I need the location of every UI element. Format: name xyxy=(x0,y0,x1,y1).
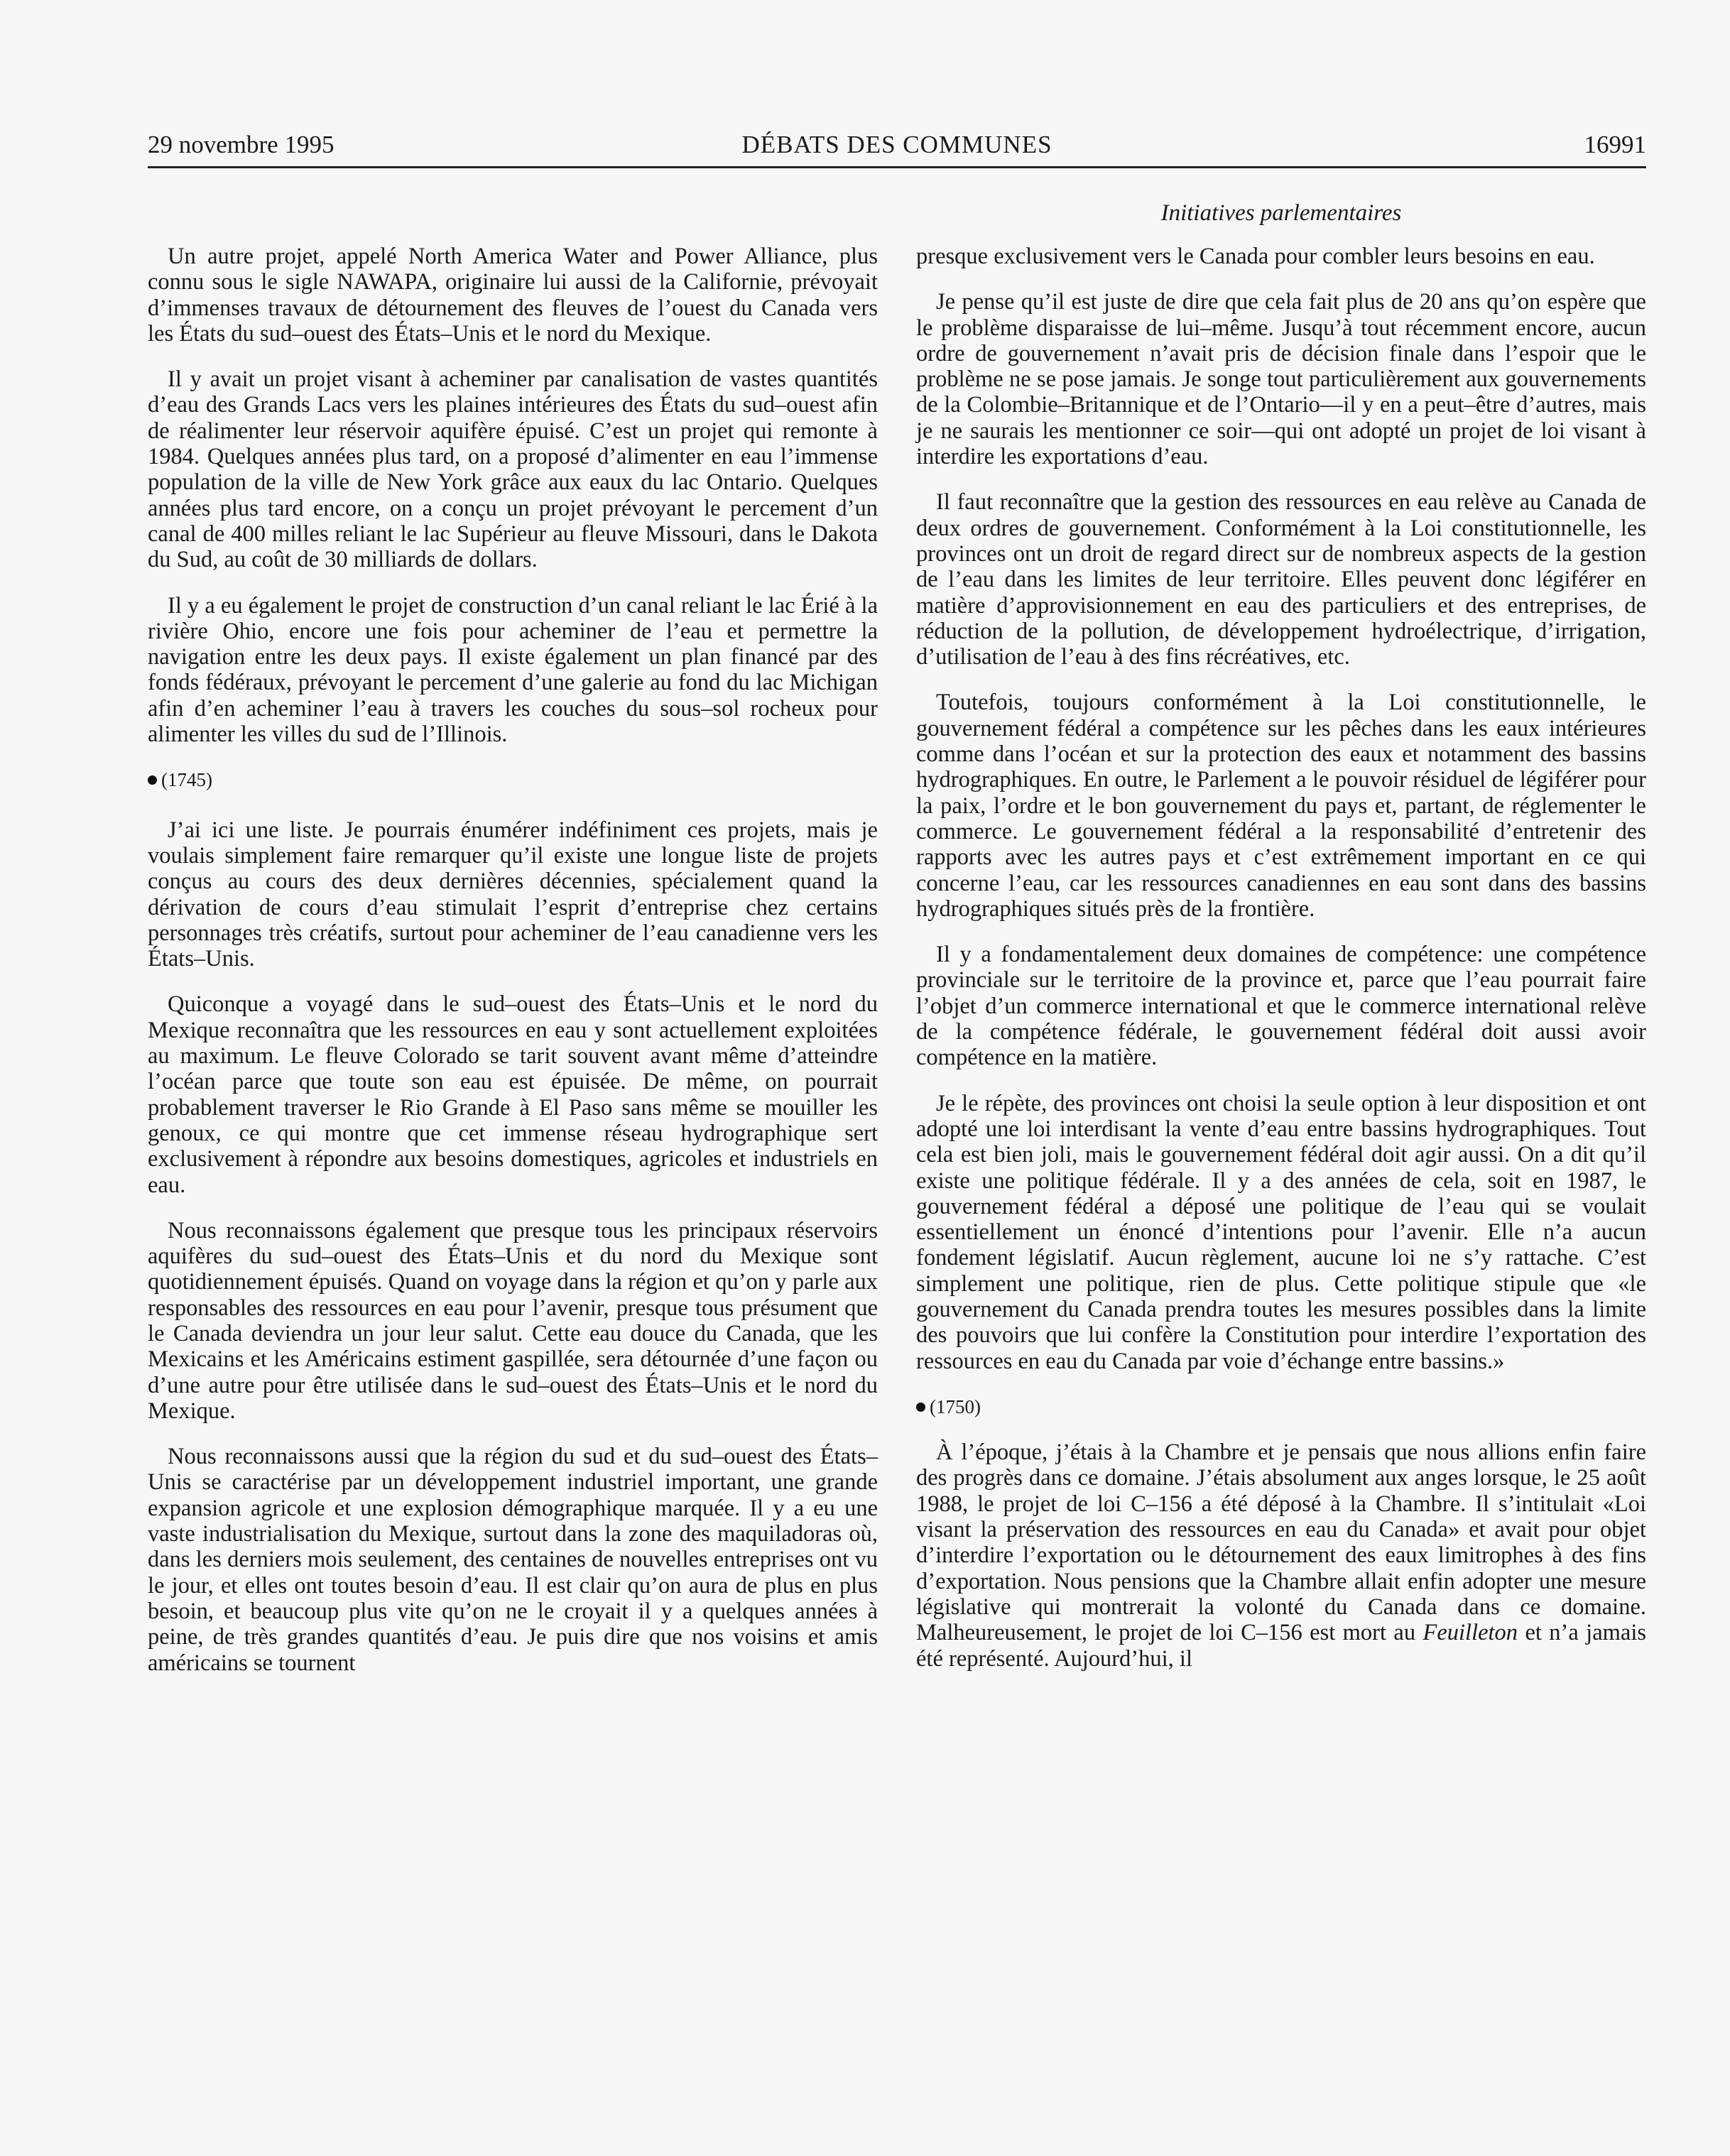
paragraph: Il y avait un projet visant à acheminer par canalisation de vastes quantités d’eau des Grands Lacs vers les plaines intérieures des États du sud–ouest afin de réalimenter leur réservoir aquifère épuisé. C’est un projet qui remonte à 1984. Quelques années plus tard, on a proposé d’alimenter en eau l’immense population de la ville de New York grâce aux eaux du lac Ontario. Quelques années plus tard encore, on a conçu un projet prévoyant le percement d’un canal de 400 milles reliant le lac Supérieur au fleuve Missouri, dans le Dakota du Sud, au coût de 30 milliards de dollars. xyxy=(148,366,878,573)
paragraph-text: et n’a jamais été représenté. Aujourd’hui, il xyxy=(916,1620,1646,1672)
time-marker xyxy=(148,767,878,793)
time-marker-label: (1750) xyxy=(930,1395,981,1417)
paragraph: Il y a eu également le projet de construction d’un canal reliant le lac Érié à la rivière Ohio, encore une fois pour acheminer de l’eau et permettre la navigation entre les deux pays. Il existe également un plan financé par des fonds fédéraux, prévoyant le percement d’une galerie au fond du lac Michigan afin d’en acheminer l’eau à travers les couches du sous–sol rocheux pour alimenter les villes du sud de l’Illinois. xyxy=(148,592,878,748)
section-title: Initiatives parlementaires xyxy=(1160,200,1402,226)
paragraph: Nous reconnaissons également que presque tous les principaux réservoirs aquifères du sud–ouest des États–Unis et du nord du Mexique sont quotidiennement épuisés. Quand on voyage dans la région et qu’on y parle aux responsables des ressources en eau pour l’avenir, presque tous présument que le Canada deviendra un jour leur salut. Cette eau douce du Canada, que les Mexicains et les Américains estiment gaspillée, sera détournée d’une façon ou d’une autre pour être utilisée dans le sud–ouest des États–Unis et le nord du Mexique. xyxy=(148,1217,878,1424)
paragraph-continued: presque exclusivement vers le Canada pour combler leurs besoins en eau. xyxy=(916,244,1595,269)
paragraph: Quiconque a voyagé dans le sud–ouest des États–Unis et le nord du Mexique reconnaîtra que les ressources en eau y sont actuellement exploitées au maximum. Le fleuve Colorado se tarit souvent avant même d’atteindre l’océan parce que toute son eau est épuisée. De même, on pourrait probablement traverser le Rio Grande à El Paso sans même se mouiller les genoux, ce qui montre que cet immense réseau hydrographique sert exclusivement à répondre aux besoins domestiques, agricoles et industriels en eau. xyxy=(148,991,878,1198)
bullet-icon xyxy=(148,775,157,785)
header-date: 29 novembre 1995 xyxy=(148,131,334,158)
paragraph: Il y a fondamentalement deux domaines de compétence: une compétence provinciale sur le territoire de la province et, parce que l’eau pourrait faire l’objet d’un commerce international et que le commerce international relève de la compétence fédérale, le gouvernement fédéral doit aussi avoir compétence en la matière. xyxy=(916,942,1646,1071)
paragraph: Il faut reconnaître que la gestion des ressources en eau relève au Canada de deux ordres de gouvernement. Conformément à la Loi constitutionnelle, les provinces ont un droit de regard direct sur de nombreux aspects de la gestion de l’eau dans les limites de leur territoire. Elles peuvent donc légiférer en matière d’approvisionnement en eau des particuliers et des entreprises, de réduction de la pollution, de développement hydroélectrique, d’irrigation, d’utilisation de l’eau à des fins récréatives, etc. xyxy=(916,489,1646,670)
left-column xyxy=(148,244,878,1696)
feuilleton-italic: Feuilleton xyxy=(1422,1620,1518,1646)
paragraph: Je le répète, des provinces ont choisi la seule option à leur disposition et ont adopté une loi interdisant la vente d’eau entre bassins hydrographiques. Tout cela est bien joli, mais le gouvernement fédéral doit agir aussi. On a dit qu’il existe une politique fédérale. Il y a des années de cela, soit en 1987, le gouvernement fédéral a déposé une politique de l’eau qui se voulait essentiellement un énoncé d’intentions pour l’avenir. Elle n’a aucun fondement législatif. Aucun règlement, aucune loi ne s’y rattache. C’est simplement une politique, rien de plus. Cette politique stipule que «le gouvernement du Canada prendra toutes les mesures possibles dans la limite des pouvoirs que lui confère la Constitution pour interdire l’exportation des ressources en eau du Canada par voie d’échange entre bassins.» xyxy=(916,1090,1646,1374)
header-journal-title: DÉBATS DES COMMUNES xyxy=(741,131,1052,158)
paragraph: Nous reconnaissons aussi que la région du sud et du sud–ouest des États–Unis se caractérise par un développement industriel important, une grande expansion agricole et une explosion démographique marquée. Il y a eu une vaste industrialisation du Mexique, surtout dans la zone des maquiladoras où, dans les derniers mois seulement, des centaines de nouvelles entreprises ont vu le jour, et elles ont toutes besoin d’eau. Il est clair qu’on aura de plus en plus besoin, et beaucoup plus vite qu’on ne le croyait il y a quelques années à peine, de très grandes quantités d’eau. Je puis dire que nos voisins et amis américains se tournent xyxy=(148,1444,878,1676)
paragraph-text: À l’époque, j’étais à la Chambre et je pensais que nous allions enfin faire des progrès dans ce domaine. J’étais absolument aux anges lorsque, le 25 août 1988, le projet de loi C–156 a été déposé à la Chambre. Il s’intitulait «Loi visant la préservation des ressources en eau du Canada» et avait pour objet d’interdire l’exportation ou le détournement des eaux limitrophes à des fins d’exportation. Nous pensions que la Chambre allait enfin adopter une mesure législative qui montrerait la volonté du Canada dans ce domaine. Malheureusement, le projet de loi C–156 est mort au xyxy=(916,1439,1646,1646)
time-marker-label: (1745) xyxy=(161,769,212,791)
paragraph xyxy=(916,1439,1646,1672)
paragraph: Je pense qu’il est juste de dire que cela fait plus de 20 ans qu’on espère que le problème disparaisse de lui–même. Jusqu’à tout récemment encore, aucun ordre de gouvernement n’avait pris de décision finale dans l’espoir que le problème ne se pose jamais. Je songe tout particulièrement aux gouvernements de la Colombie–Britannique et de l’Ontario—il y en a peut–être d’autres, mais je ne saurais les mentionner ce soir—qui ont adopté un projet de loi visant à interdire les exportations d’eau. xyxy=(916,289,1646,470)
paragraph: Un autre projet, appelé North America Water and Power Alliance, plus connu sous le sigle NAWAPA, originaire lui aussi de la Californie, prévoyait d’immenses travaux de détournement des fleuves de l’ouest du Canada vers les États du sud–ouest des États–Unis et le nord du Mexique. xyxy=(148,244,878,347)
header-page-number: 16991 xyxy=(1584,131,1646,158)
bullet-icon xyxy=(916,1403,925,1412)
paragraph: J’ai ici une liste. Je pourrais énumérer indéfiniment ces projets, mais je voulais simplement faire remarquer qu’il existe une longue liste de projets conçus au cours des deux dernières décennies, spécialement quand la dérivation de cours d’eau stimulait l’esprit d’entreprise chez certains personnages très créatifs, surtout pour acheminer de l’eau canadienne vers les États–Unis. xyxy=(148,817,878,972)
paragraph: Toutefois, toujours conformément à la Loi constitutionnelle, le gouvernement fédéral a compétence sur les pêches dans les eaux intérieures comme dans l’océan et sur la protection des eaux et notamment des bassins hydrographiques. En outre, le Parlement a le pouvoir résiduel de légiférer pour la paix, l’ordre et le bon gouvernement du pays et, partant, de réglementer le commerce. Le gouvernement fédéral a la responsabilité d’entretenir des rapports avec les autres pays et c’est extrêmement important en ce qui concerne l’eau, car les ressources canadiennes en eau sont dans des bassins hydrographiques situés près de la frontière. xyxy=(916,690,1646,922)
right-column xyxy=(916,244,1646,1692)
page-header xyxy=(148,119,1646,168)
time-marker xyxy=(916,1394,1646,1420)
